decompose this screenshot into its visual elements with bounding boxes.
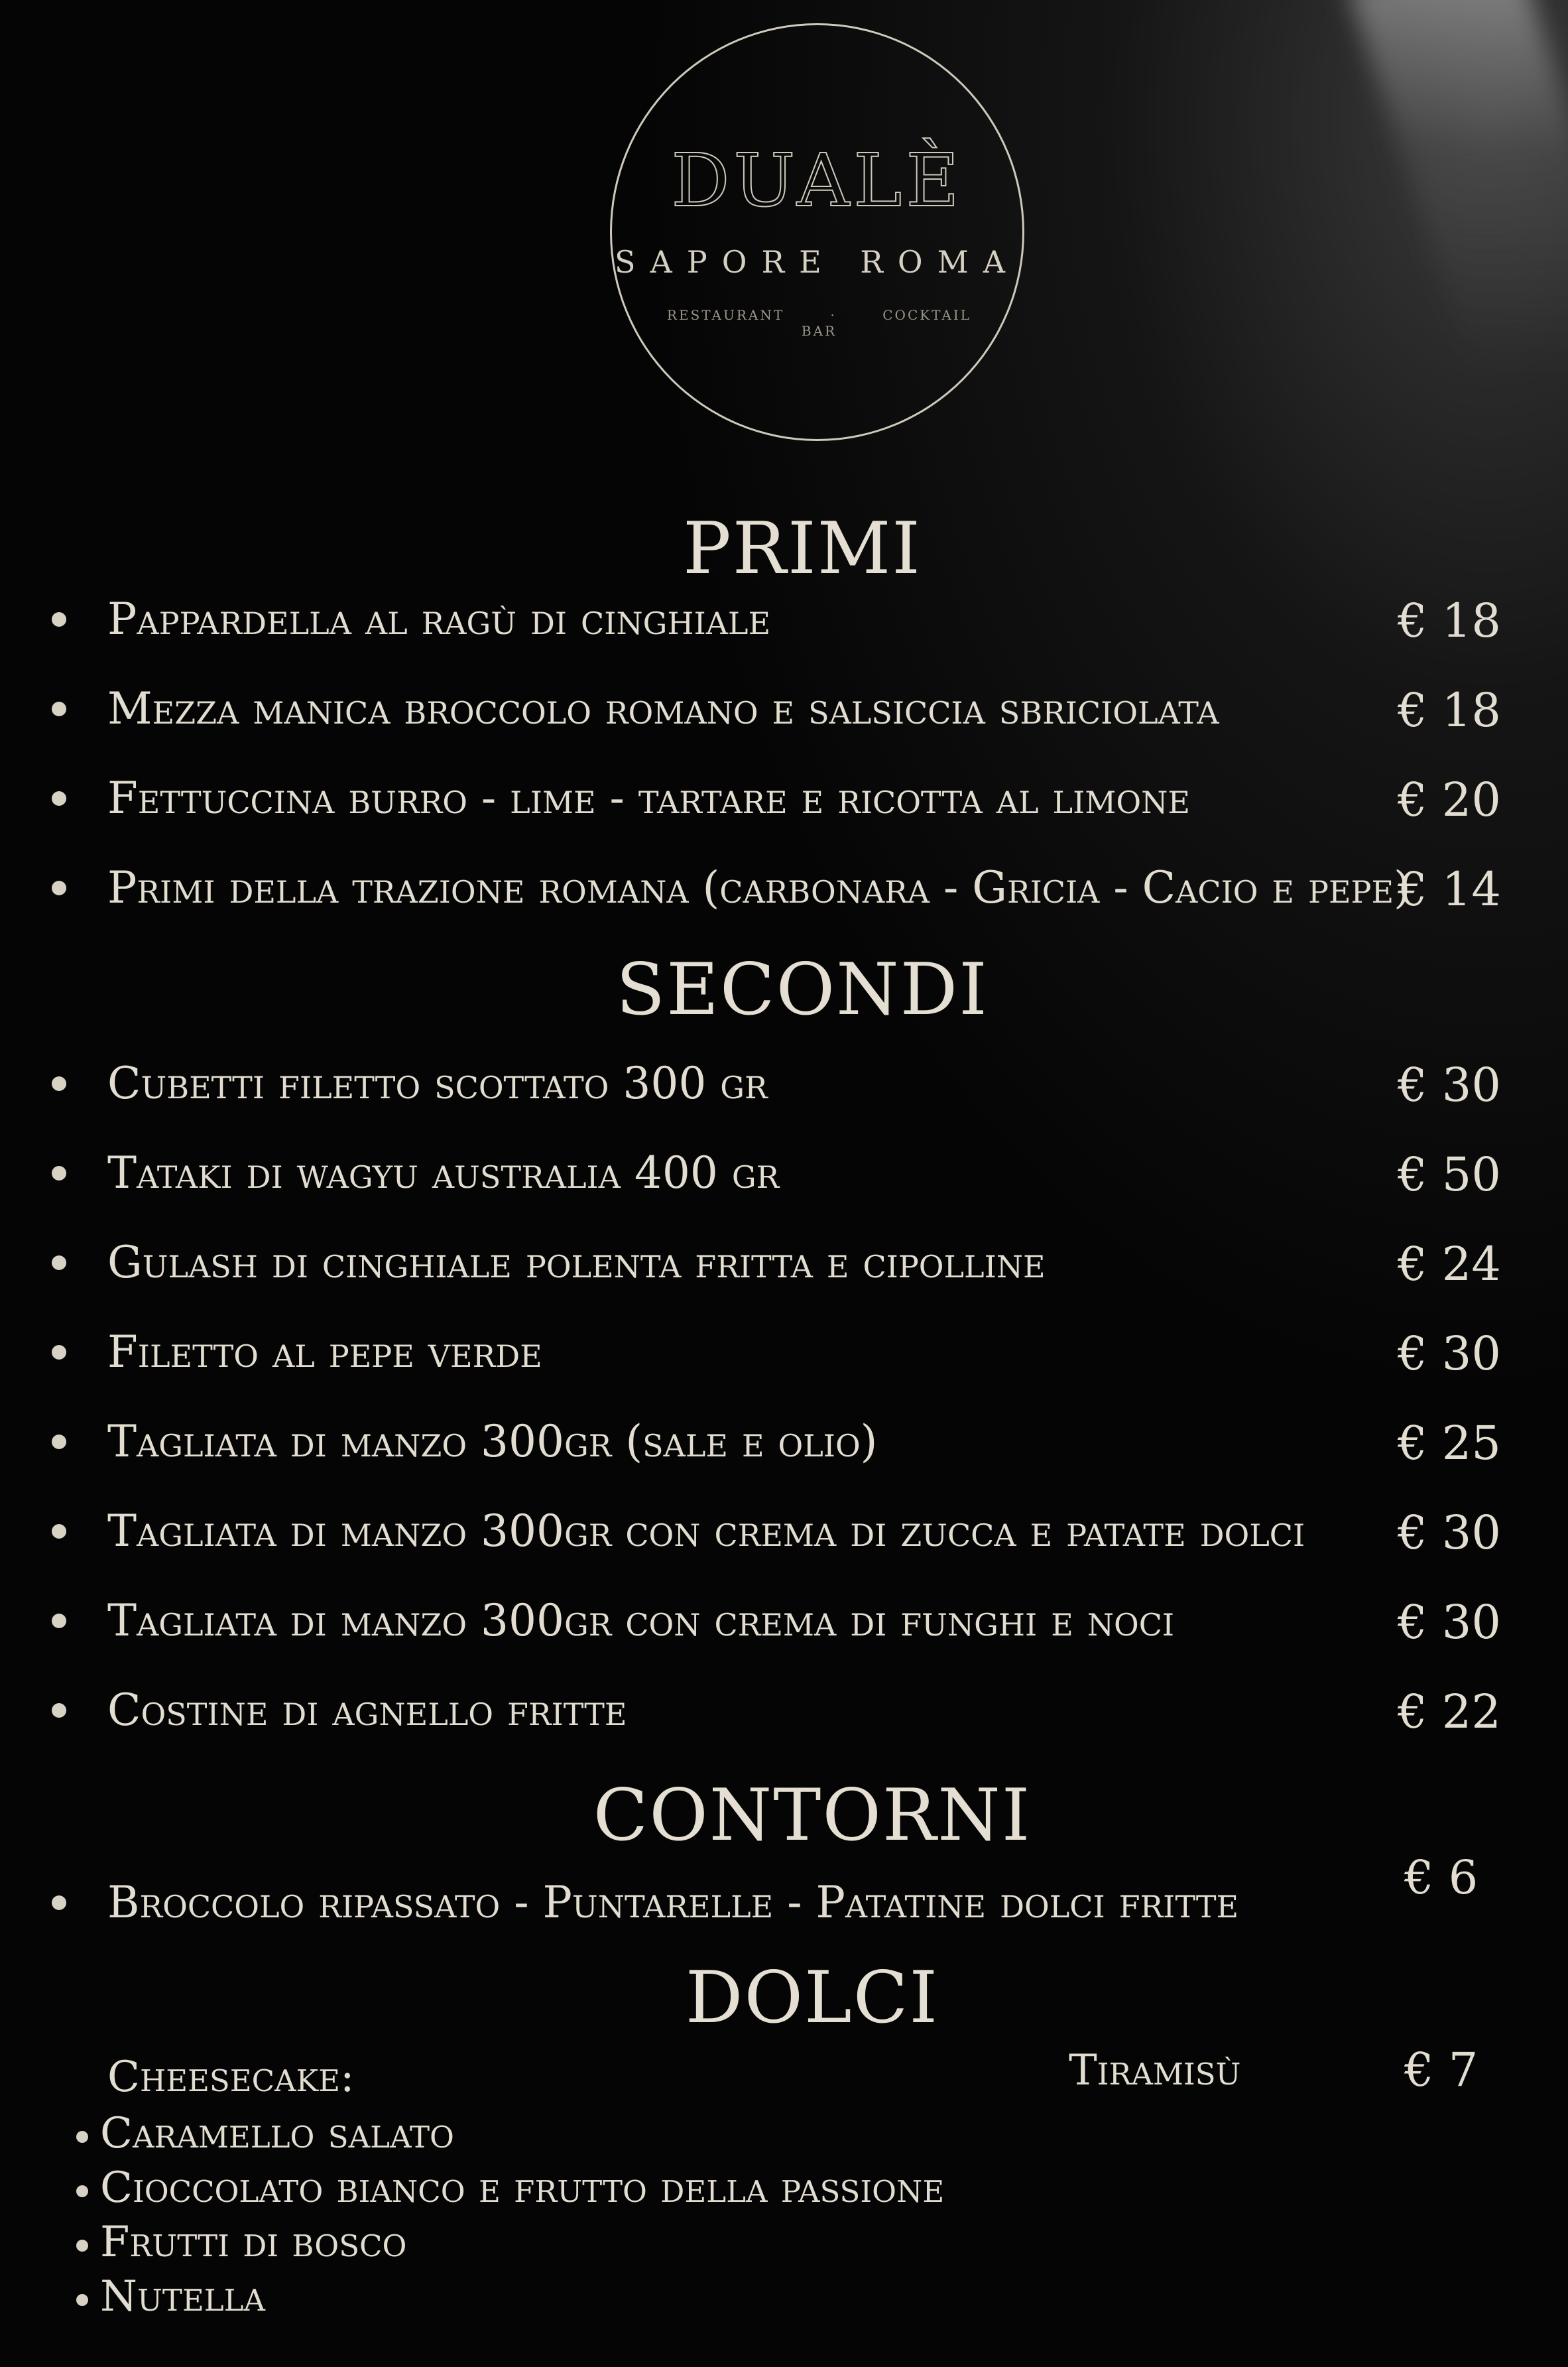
bullet-icon: [52, 881, 66, 895]
item-name: Primi della trazione romana (carbonara - Gricia - Cacio e pepe): [107, 862, 1411, 913]
item-price: € 30: [1398, 1505, 1501, 1560]
bullet-icon: [76, 2131, 88, 2143]
menu-item: [0, 683, 1568, 743]
logo-title: DUALÈ: [671, 138, 963, 223]
item-name: Tataki di wagyu australia 400 gr: [107, 1147, 780, 1198]
item-name: Cubetti filetto scottato 300 gr: [107, 1058, 768, 1109]
menu-item: [0, 1505, 1568, 1565]
section-title-contorni: CONTORNI: [593, 1774, 1032, 1857]
bullet-icon: [76, 2185, 88, 2197]
menu-item: [0, 1685, 1568, 1744]
bullet-icon: [52, 1076, 66, 1091]
light-glare: [1347, 0, 1568, 556]
bullet-icon: [76, 2240, 88, 2252]
logo-subtitle: SAPORE ROMA: [615, 244, 1020, 280]
section-title-primi: PRIMI: [683, 507, 922, 590]
cheesecake-flavor: [76, 2163, 944, 2212]
item-name: Tagliata di manzo 300gr con crema di funghi e noci: [107, 1595, 1175, 1646]
flavor-name: Caramello salato: [100, 2109, 454, 2158]
restaurant-logo: [610, 23, 1024, 441]
bullet-icon: [52, 791, 66, 806]
bullet-icon: [52, 1703, 66, 1718]
cheesecake-flavor: [76, 2272, 265, 2321]
section-title-dolci: DOLCI: [685, 1956, 939, 2039]
item-price: € 30: [1398, 1595, 1501, 1649]
item-price: € 6: [1404, 1850, 1478, 1905]
bullet-icon: [52, 702, 66, 716]
tiramisu-label: Tiramisù: [1069, 2046, 1241, 2095]
menu-item: [0, 1595, 1568, 1655]
item-name: Tagliata di manzo 300gr con crema di zucca e patate dolci: [107, 1505, 1305, 1557]
item-price: € 22: [1398, 1685, 1501, 1739]
bullet-icon: [52, 1524, 66, 1539]
item-name: Tagliata di manzo 300gr (sale e olio): [107, 1416, 878, 1467]
menu-item: [0, 1147, 1568, 1207]
bullet-icon: [52, 1166, 66, 1181]
item-name: Filetto al pepe verde: [107, 1326, 542, 1377]
cheesecake-flavor: [76, 2218, 406, 2267]
cheesecake-label: Cheesecake:: [107, 2053, 355, 2102]
flavor-name: Frutti di bosco: [100, 2218, 407, 2267]
item-price: € 24: [1398, 1237, 1501, 1291]
section-title-secondi: SECONDI: [616, 948, 989, 1031]
bullet-icon: [52, 612, 66, 627]
item-price: € 50: [1398, 1147, 1501, 1202]
flavor-name: Cioccolato bianco e frutto della passione: [100, 2163, 945, 2212]
flavor-name: Nutella: [100, 2272, 266, 2321]
bullet-icon: [52, 1895, 66, 1910]
menu-item: [0, 1326, 1568, 1386]
bullet-icon: [76, 2294, 88, 2306]
cheesecake-flavor: [76, 2109, 454, 2158]
logo-tagline: RESTAURANT · COCKTAIL BAR: [666, 307, 972, 339]
bullet-icon: [52, 1435, 66, 1449]
item-name: Mezza manica broccolo romano e salsiccia sbriciolata: [107, 683, 1219, 734]
item-name: Broccolo ripassato - Puntarelle - Patatine dolci fritte: [107, 1877, 1239, 1928]
menu-item: [0, 862, 1568, 922]
item-price: € 20: [1398, 773, 1501, 827]
menu-item: [0, 1237, 1568, 1297]
bullet-icon: [52, 1345, 66, 1360]
item-price: € 30: [1398, 1326, 1501, 1381]
item-name: Fettuccina burro - lime - tartare e ricotta al limone: [107, 773, 1190, 824]
item-price: € 25: [1398, 1416, 1501, 1470]
item-name: Pappardella al ragù di cinghiale: [107, 594, 771, 645]
menu-item: [0, 1416, 1568, 1476]
item-price: € 18: [1398, 594, 1501, 648]
item-name: Costine di agnello fritte: [107, 1685, 627, 1736]
menu-item: [0, 1058, 1568, 1118]
dolci-price: € 7: [1404, 2043, 1478, 2097]
item-price: € 14: [1398, 862, 1501, 917]
menu-item: [0, 1850, 1568, 1937]
bullet-icon: [52, 1614, 66, 1628]
menu-item: [0, 773, 1568, 832]
item-name: Gulash di cinghiale polenta fritta e cipolline: [107, 1237, 1046, 1288]
bullet-icon: [52, 1255, 66, 1270]
menu-item: [0, 594, 1568, 653]
item-price: € 30: [1398, 1058, 1501, 1112]
item-price: € 18: [1398, 683, 1501, 737]
